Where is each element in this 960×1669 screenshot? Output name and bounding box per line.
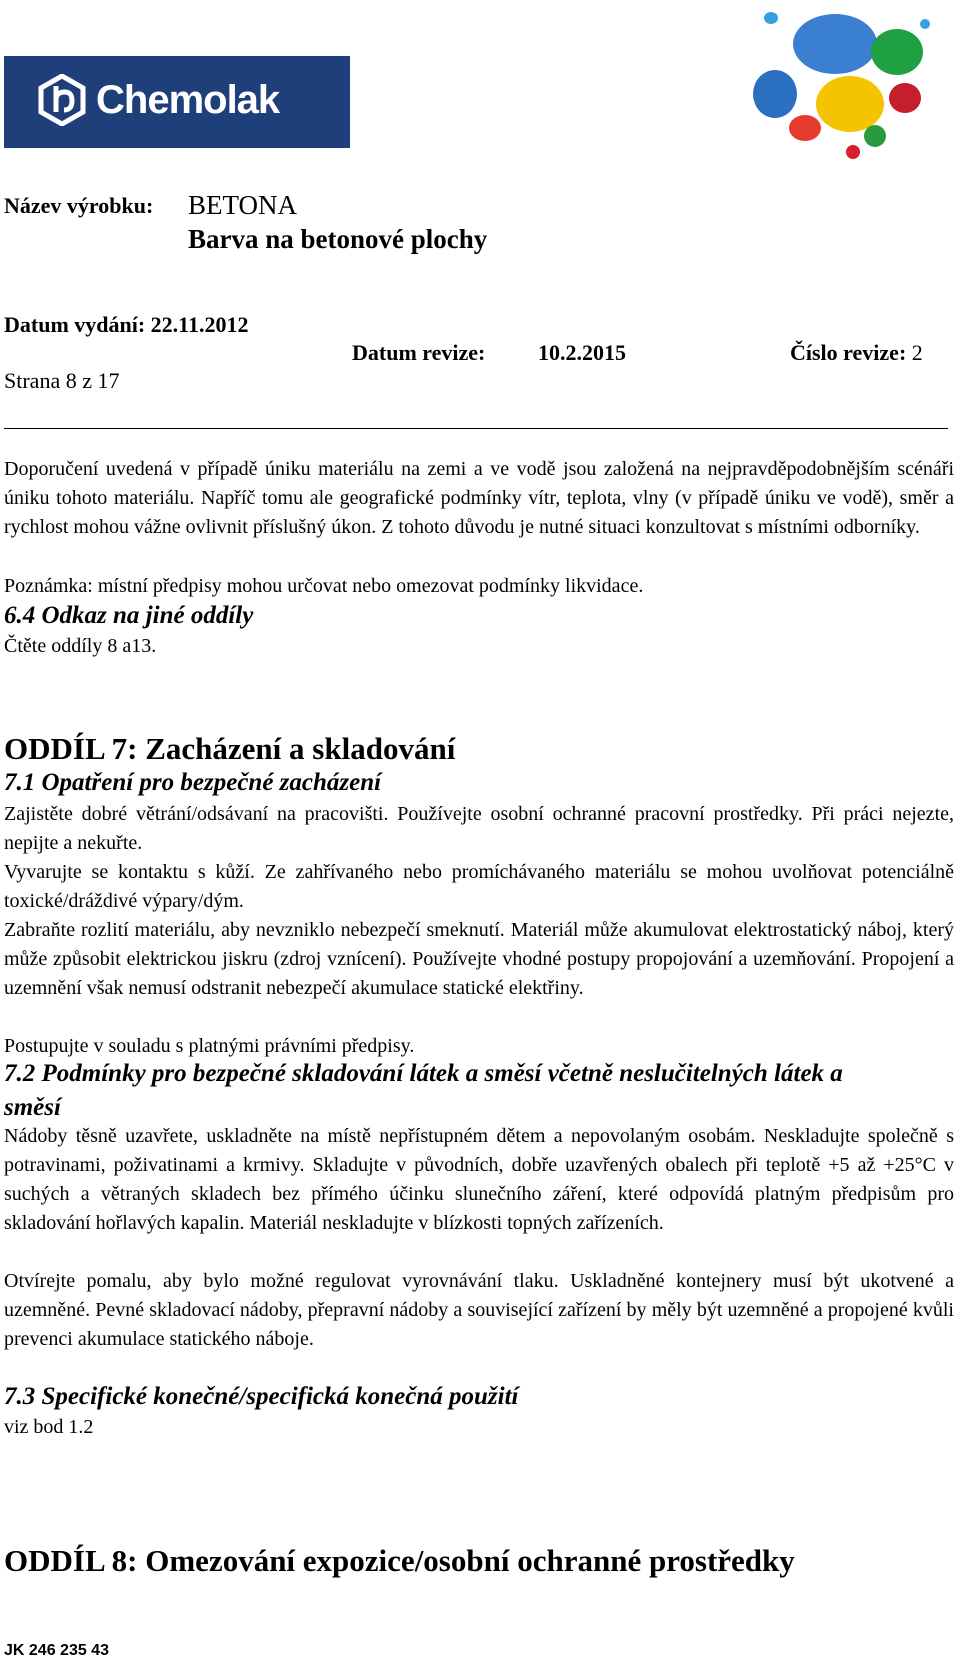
issue-date: Datum vydání: 22.11.2012 [4, 312, 249, 337]
revision-number-label: Číslo revize: [790, 340, 907, 365]
heading-7-2: 7.2 Podmínky pro bezpečné skladování látek a směsí včetně neslučitelných látek a směsí [4, 1060, 843, 1121]
chemolak-logo-mark-icon [38, 74, 86, 126]
heading-7-1: 7.1 Opatření pro bezpečné zacházení [4, 769, 382, 796]
paragraph-7-3: viz bod 1.2 [4, 1416, 94, 1438]
page-number: Strana 8 z 17 [4, 368, 120, 393]
paragraph-spill-recommendations: Doporučení uvedená v případě úniku materiálu na zemi a ve vodě jsou založená na nejpravděpodobnějším scénáři úniku tohoto materiálu. Napříč tomu ale geografické podmínky vítr, teplota, vlny (v případě úniku ve vodě), směr a rychlost mohou vážne ovlivnit příslušný úkon. Z tohoto důvodu je nutné situaci konzultovat s místními odborníky. [4, 458, 954, 538]
section-8-title: ODDÍL 8: Omezování expozice/osobní ochranné prostředky [4, 1543, 795, 1578]
decorative-blobs-icon [735, 6, 935, 162]
section-7-title: ODDÍL 7: Zacházení a skladování [4, 731, 456, 766]
product-label: Název výrobku: [4, 193, 154, 218]
paragraph-7-1-regulations: Postupujte v souladu s platnými právními předpisy. [4, 1035, 415, 1057]
revision-date-value: 10.2.2015 [538, 340, 626, 365]
paragraph-note: Poznámka: místní předpisy mohou určovat nebo omezovat podmínky likvidace. [4, 575, 644, 597]
paragraph-7-1-skin-contact: Vyvarujte se kontaktu s kůží. Ze zahřívaného nebo promíchávaného materiálu se mohou uvolňovat potenciálně toxické/dráždivé výpary/dým. [4, 861, 954, 912]
revision-date-label: Datum revize: [352, 340, 486, 365]
paragraph-see-sections: Čtěte oddíly 8 a13. [4, 635, 157, 657]
revision-number [790, 339, 923, 367]
footer-code: JK 246 235 43 [4, 1642, 109, 1659]
paragraph-7-1-ventilation: Zajistěte dobré větrání/odsávaní na pracovišti. Používejte osobní ochranné pracovní prostředky. Při práci nejezte, nepijte a nekuřte. [4, 803, 954, 854]
paragraph-7-2-storage: Nádoby těsně uzavřete, uskladněte na místě nepřístupném dětem a nepovolaným osobám. Neskladujte společně s potravinami, poživatinami a krmivy. Skladujte v původních, dobře uzavřených obalech při teplotě +5 až +25°C v suchých a větraných skladech bez přímého účinku slunečního záření, které odpovídá platným předpisům pro skladování hořlavých kapalin. Materiál neskladujte v blízkosti topných zařízeních. [4, 1125, 954, 1234]
logo-brand-text: Chemolak [96, 78, 280, 122]
heading-6-4: 6.4 Odkaz na jiné oddíly [4, 602, 254, 629]
paragraph-7-1-static: Zabraňte rozlití materiálu, aby nevzniklo nebezpečí smeknutí. Materiál může akumulovat elektrostatický náboj, který může způsobit elektrickou jiskru (zdroj vznícení). Používejte vhodné postupy propojování a uzemňování. Propojení a uzemnění však nemusí odstranit nebezpečí akumulace statické elektřiny. [4, 919, 954, 999]
header-divider [4, 428, 948, 429]
heading-7-3: 7.3 Specifické konečné/specifická konečná použití [4, 1383, 519, 1410]
product-subtitle: Barva na betonové plochy [188, 224, 488, 254]
revision-number-value: 2 [911, 340, 923, 365]
product-name: BETONA [188, 190, 298, 220]
paragraph-7-2-pressure: Otvírejte pomalu, aby bylo možné regulovat vyrovnávání tlaku. Uskladněné kontejnery musí být ukotvené a uzemněné. Pevné skladovací nádoby, přepravní nádoby a související zařízení by měly být uzemněné a propojené kvůli prevenci akumulace statického náboje. [4, 1270, 954, 1350]
